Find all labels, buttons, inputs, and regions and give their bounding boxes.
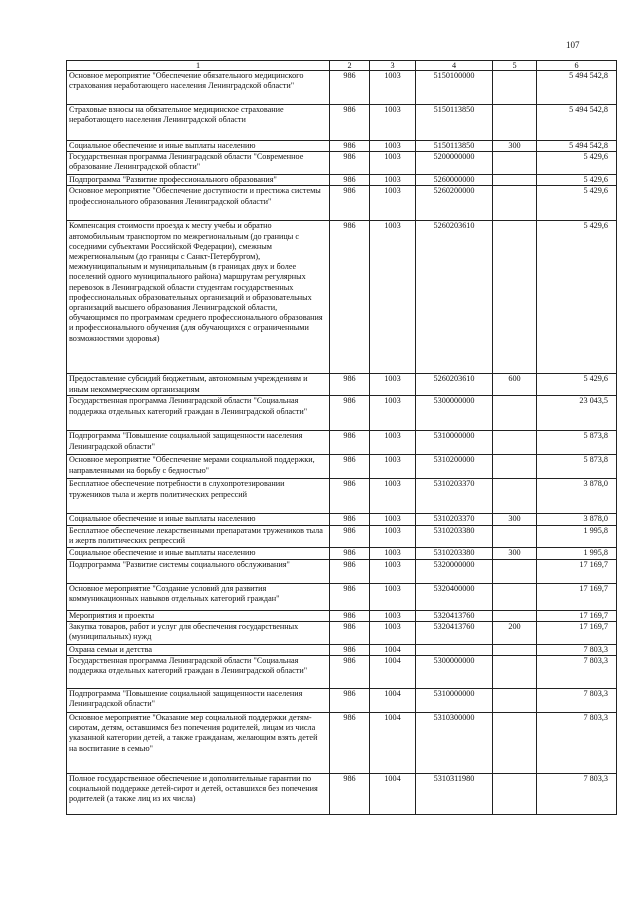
amount-cell: 17 169,7 [537,621,617,644]
expense-type-cell [493,610,537,621]
section-code-cell: 1003 [370,431,416,455]
page-number: 107 [566,40,580,50]
grbs-code-cell: 986 [330,689,370,713]
target-code-cell: 5150100000 [416,71,493,105]
table-row [67,713,617,774]
target-code-cell: 5310200000 [416,455,493,479]
grbs-code-cell: 986 [330,644,370,655]
row-name-cell: Социальное обеспечение и иные выплаты населению [67,141,330,152]
grbs-code-cell: 986 [330,71,370,105]
grbs-code-cell: 986 [330,559,370,583]
grbs-code-cell: 986 [330,221,370,374]
amount-cell: 5 429,6 [537,186,617,221]
table-row [67,525,617,547]
target-code-cell: 5260203610 [416,374,493,396]
row-name-cell: Компенсация стоимости проезда к месту учебы и обратно автомобильным транспортом по межрегиональным (до границы с соседними субъектами Российской Федерации), смежным межрегиональным (до границы с Санкт-Петербургом), межмуниципальным и муниципальным (в границах двух и более поселений одного муниципального района) маршрутам регулярных перевозок в Ленинградской области студентам государственных профессиональных образовательных организаций и образовательных организаций высшего образования Ленинградской области, обучающимся по программам среднего профессионального образования и профессионального обучения (для обучающихся с ограниченными возможностями здоровья) [67,221,330,374]
amount-cell: 17 169,7 [537,610,617,621]
section-code-cell: 1004 [370,656,416,689]
table-row [67,175,617,186]
section-code-cell: 1003 [370,186,416,221]
amount-cell: 3 878,0 [537,514,617,525]
amount-cell: 5 494 542,8 [537,141,617,152]
target-code-cell: 5260203610 [416,221,493,374]
table-row [67,479,617,514]
amount-cell: 5 873,8 [537,431,617,455]
amount-cell: 17 169,7 [537,583,617,610]
grbs-code-cell: 986 [330,610,370,621]
grbs-code-cell: 986 [330,105,370,141]
expense-type-cell: 600 [493,374,537,396]
expense-type-cell: 300 [493,141,537,152]
target-code-cell: 5310203380 [416,525,493,547]
target-code-cell: 5310000000 [416,689,493,713]
target-code-cell: 5200000000 [416,152,493,175]
amount-cell: 5 494 542,8 [537,105,617,141]
section-code-cell: 1004 [370,713,416,774]
column-number-header: 4 [416,61,493,71]
grbs-code-cell: 986 [330,396,370,431]
row-name-cell: Подпрограмма "Повышение социальной защищенности населения Ленинградской области" [67,689,330,713]
row-name-cell: Государственная программа Ленинградской области "Современное образование Ленинградской области" [67,152,330,175]
expense-type-cell [493,105,537,141]
row-name-cell: Основное мероприятие "Обеспечение доступности и престижа системы профессионального образования Ленинградской области" [67,186,330,221]
table-row [67,152,617,175]
target-code-cell: 5300000000 [416,396,493,431]
column-number-header: 1 [67,61,330,71]
row-name-cell: Подпрограмма "Повышение социальной защищенности населения Ленинградской области" [67,431,330,455]
expense-type-cell [493,656,537,689]
table-row [67,514,617,525]
table-row [67,396,617,431]
section-code-cell: 1003 [370,455,416,479]
column-number-header: 3 [370,61,416,71]
section-code-cell: 1003 [370,610,416,621]
amount-cell: 5 494 542,8 [537,71,617,105]
grbs-code-cell: 986 [330,656,370,689]
expense-type-cell [493,479,537,514]
target-code-cell: 5150113850 [416,105,493,141]
target-code-cell: 5310300000 [416,713,493,774]
expense-type-cell [493,455,537,479]
row-name-cell: Мероприятия и проекты [67,610,330,621]
table-row [67,221,617,374]
row-name-cell: Подпрограмма "Развитие системы социального обслуживания" [67,559,330,583]
expense-type-cell: 300 [493,547,537,559]
table-row [67,689,617,713]
expense-type-cell [493,431,537,455]
section-code-cell: 1003 [370,141,416,152]
grbs-code-cell: 986 [330,431,370,455]
budget-table [66,60,617,815]
section-code-cell: 1003 [370,152,416,175]
amount-cell: 7 803,3 [537,689,617,713]
section-code-cell: 1003 [370,221,416,374]
grbs-code-cell: 986 [330,774,370,815]
section-code-cell: 1003 [370,525,416,547]
table-row [67,186,617,221]
amount-cell: 5 429,6 [537,221,617,374]
target-code-cell: 5260200000 [416,186,493,221]
amount-cell: 5 429,6 [537,374,617,396]
column-number-header: 5 [493,61,537,71]
column-number-header: 6 [537,61,617,71]
row-name-cell: Бесплатное обеспечение потребности в слухопротезировании тружеников тыла и жертв политических репрессий [67,479,330,514]
grbs-code-cell: 986 [330,186,370,221]
section-code-cell: 1003 [370,105,416,141]
target-code-cell: 5320000000 [416,559,493,583]
row-name-cell: Государственная программа Ленинградской области "Социальная поддержка отдельных категорий граждан в Ленинградской области" [67,396,330,431]
table-row [67,71,617,105]
grbs-code-cell: 986 [330,583,370,610]
section-code-cell: 1003 [370,374,416,396]
amount-cell: 5 429,6 [537,175,617,186]
section-code-cell: 1003 [370,514,416,525]
row-name-cell: Государственная программа Ленинградской области "Социальная поддержка отдельных категорий граждан в Ленинградской области" [67,656,330,689]
row-name-cell: Социальное обеспечение и иные выплаты населению [67,514,330,525]
table-row [67,583,617,610]
target-code-cell: 5300000000 [416,656,493,689]
amount-cell: 7 803,3 [537,713,617,774]
row-name-cell: Социальное обеспечение и иные выплаты населению [67,547,330,559]
grbs-code-cell: 986 [330,547,370,559]
section-code-cell: 1004 [370,774,416,815]
amount-cell: 5 429,6 [537,152,617,175]
expense-type-cell [493,559,537,583]
grbs-code-cell: 986 [330,525,370,547]
grbs-code-cell: 986 [330,621,370,644]
amount-cell: 7 803,3 [537,644,617,655]
expense-type-cell [493,713,537,774]
amount-cell: 5 873,8 [537,455,617,479]
amount-cell: 1 995,8 [537,547,617,559]
grbs-code-cell: 986 [330,141,370,152]
grbs-code-cell: 986 [330,514,370,525]
expense-type-cell [493,689,537,713]
target-code-cell: 5310311980 [416,774,493,815]
row-name-cell: Страховые взносы на обязательное медицинское страхование неработающего населения Ленинградской области [67,105,330,141]
section-code-cell: 1004 [370,689,416,713]
expense-type-cell [493,152,537,175]
section-code-cell: 1003 [370,396,416,431]
expense-type-cell [493,396,537,431]
row-name-cell: Охрана семьи и детства [67,644,330,655]
target-code-cell [416,644,493,655]
row-name-cell: Закупка товаров, работ и услуг для обеспечения государственных (муниципальных) нужд [67,621,330,644]
table-row [67,644,617,655]
expense-type-cell [493,644,537,655]
table-row [67,547,617,559]
table-row [67,559,617,583]
target-code-cell: 5310203380 [416,547,493,559]
row-name-cell: Полное государственное обеспечение и дополнительные гарантии по социальной поддержке детей-сирот и детей, оставшихся без попечения родителей (а также лиц из их числа) [67,774,330,815]
expense-type-cell [493,175,537,186]
grbs-code-cell: 986 [330,374,370,396]
grbs-code-cell: 986 [330,455,370,479]
row-name-cell: Предоставление субсидий бюджетным, автономным учреждениям и иным некоммерческим организациям [67,374,330,396]
target-code-cell: 5320413760 [416,610,493,621]
expense-type-cell [493,71,537,105]
target-code-cell: 5260000000 [416,175,493,186]
amount-cell: 7 803,3 [537,656,617,689]
table-row [67,610,617,621]
row-name-cell: Основное мероприятие "Создание условий для развития коммуникационных навыков отдельных категорий граждан" [67,583,330,610]
expense-type-cell [493,583,537,610]
target-code-cell: 5310203370 [416,479,493,514]
row-name-cell: Основное мероприятие "Обеспечение обязательного медицинского страхования неработающего населения Ленинградской области" [67,71,330,105]
row-name-cell: Основное мероприятие "Оказание мер социальной поддержки детям-сиротам, детям, оставшимся без попечения родителей, лицам из числа указанной категории детей, а также гражданам, желающим взять детей на воспитание в семью" [67,713,330,774]
table-header-row [67,61,617,71]
row-name-cell: Основное мероприятие "Обеспечение мерами социальной поддержки, направленными на борьбу с бедностью" [67,455,330,479]
row-name-cell: Подпрограмма "Развитие профессионального образования" [67,175,330,186]
expense-type-cell: 300 [493,514,537,525]
section-code-cell: 1003 [370,621,416,644]
table-row [67,621,617,644]
section-code-cell: 1003 [370,547,416,559]
grbs-code-cell: 986 [330,479,370,514]
amount-cell: 23 043,5 [537,396,617,431]
amount-cell: 7 803,3 [537,774,617,815]
section-code-cell: 1003 [370,583,416,610]
table-row [67,105,617,141]
section-code-cell: 1003 [370,71,416,105]
table-row [67,774,617,815]
table-row [67,141,617,152]
column-number-header: 2 [330,61,370,71]
grbs-code-cell: 986 [330,152,370,175]
section-code-cell: 1003 [370,559,416,583]
section-code-cell: 1004 [370,644,416,655]
grbs-code-cell: 986 [330,175,370,186]
expense-type-cell [493,525,537,547]
target-code-cell: 5310000000 [416,431,493,455]
target-code-cell: 5320413760 [416,621,493,644]
table-row [67,431,617,455]
target-code-cell: 5320400000 [416,583,493,610]
table-row [67,374,617,396]
section-code-cell: 1003 [370,479,416,514]
target-code-cell: 5310203370 [416,514,493,525]
target-code-cell: 5150113850 [416,141,493,152]
row-name-cell: Бесплатное обеспечение лекарственными препаратами тружеников тыла и жертв политических репрессий [67,525,330,547]
expense-type-cell: 200 [493,621,537,644]
grbs-code-cell: 986 [330,713,370,774]
amount-cell: 1 995,8 [537,525,617,547]
expense-type-cell [493,221,537,374]
expense-type-cell [493,774,537,815]
amount-cell: 17 169,7 [537,559,617,583]
expense-type-cell [493,186,537,221]
amount-cell: 3 878,0 [537,479,617,514]
table-row [67,455,617,479]
table-row [67,656,617,689]
section-code-cell: 1003 [370,175,416,186]
